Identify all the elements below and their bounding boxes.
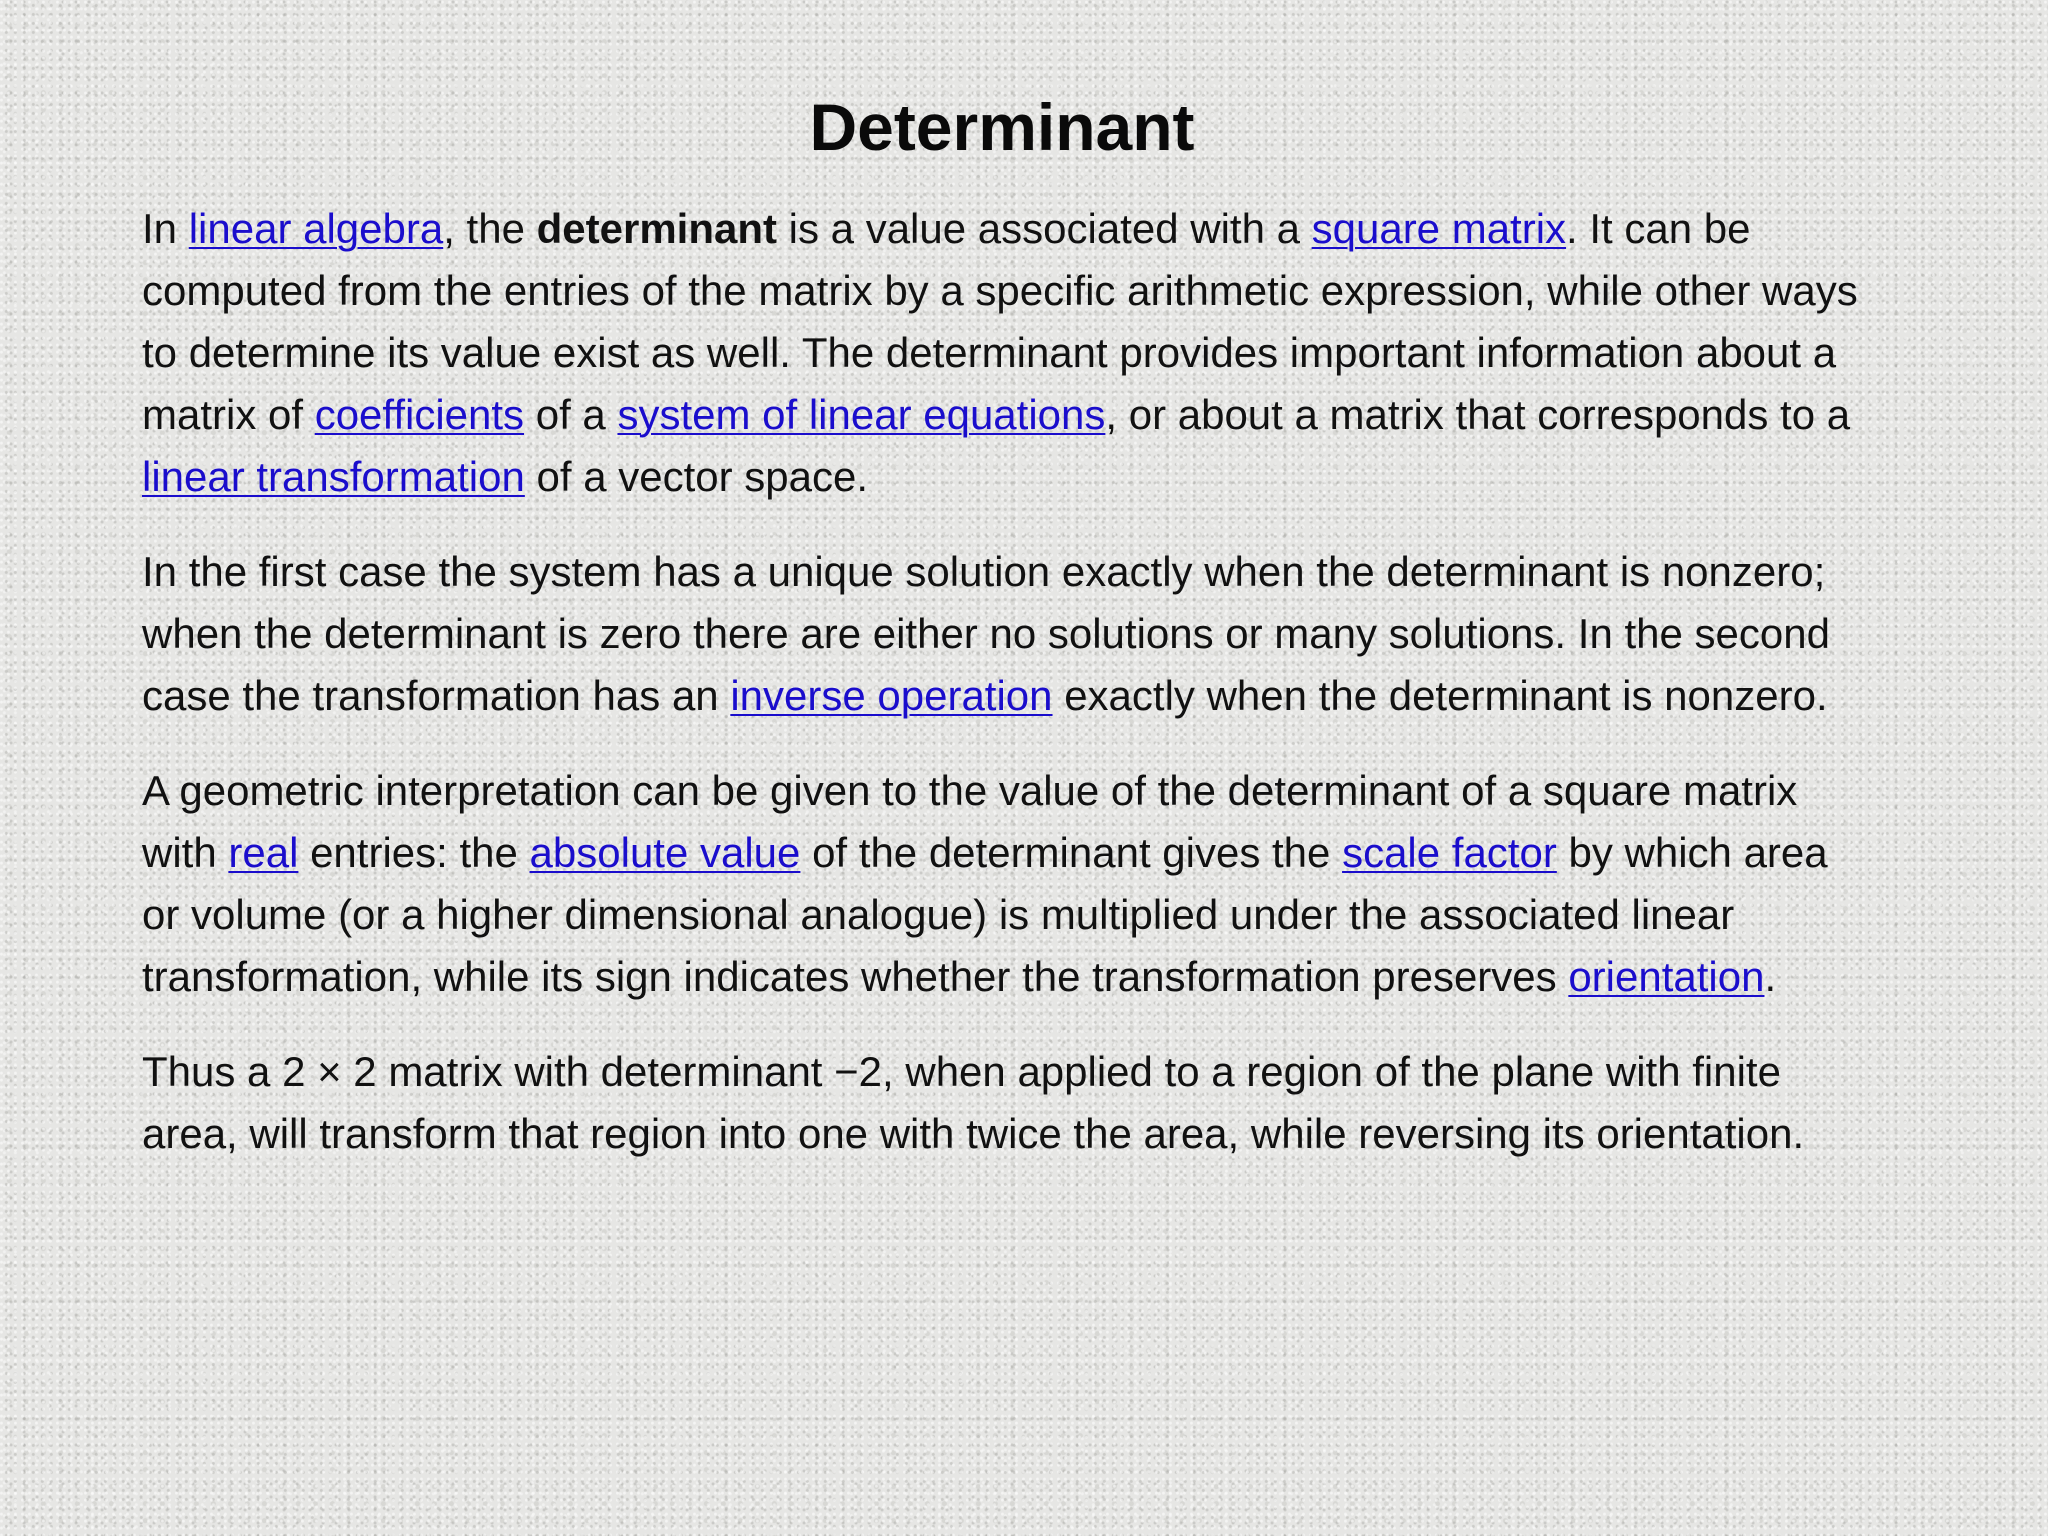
- text-run: , or about a matrix that corresponds to a: [1105, 391, 1851, 438]
- text-run: Thus a 2 × 2 matrix with determinant −2, when applied to a region of the plane with finite area, will transform that region into one with twice the area, while reversing its orientation.: [142, 1048, 1805, 1157]
- link-linear-transformation[interactable]: linear transformation: [142, 453, 525, 500]
- link-coefficients[interactable]: coefficients: [314, 391, 525, 438]
- link-scale-factor[interactable]: scale factor: [1342, 829, 1557, 876]
- term-determinant: determinant: [536, 205, 777, 252]
- link-orientation[interactable]: orientation: [1568, 953, 1765, 1000]
- text-run: exactly when the determinant is nonzero.: [1052, 672, 1828, 719]
- paragraph-example: [142, 1041, 1862, 1165]
- link-absolute-value[interactable]: absolute value: [529, 829, 801, 876]
- text-run: of a: [524, 391, 618, 438]
- paragraph-geometric-interpretation: [142, 760, 1862, 1008]
- text-run: A geometric interpretation can be given to the value of the determinant of a square matrix with: [142, 767, 1798, 876]
- text-run: by which area or volume (or a higher dimensional analogue) is multiplied under the associated linear transformation, while its sign indicates whether the transformation preserves: [142, 829, 1828, 1000]
- text-run: .: [1764, 953, 1777, 1000]
- link-system-of-linear-equations[interactable]: system of linear equations: [617, 391, 1106, 438]
- text-run: entries: the: [298, 829, 530, 876]
- text-run: In the first case the system has a unique solution exactly when the determinant is nonzero; when the determinant is zero there are either no solutions or many solutions. In the second case the transformation has an: [142, 548, 1830, 719]
- slide-body: [142, 198, 1862, 1198]
- link-inverse-operation[interactable]: inverse operation: [730, 672, 1053, 719]
- text-run: In: [142, 205, 189, 252]
- text-run: of a vector space.: [524, 453, 869, 500]
- page-title: Determinant: [809, 90, 1195, 164]
- text-run: . It can be computed from the entries of the matrix by a specific arithmetic expression, while other ways to determine its value exist as well. The determinant provides important information about a matrix of: [142, 205, 1858, 438]
- link-real[interactable]: real: [228, 829, 299, 876]
- paragraph-definition: [142, 198, 1862, 508]
- paragraph-cases: [142, 541, 1862, 727]
- link-square-matrix[interactable]: square matrix: [1311, 205, 1567, 252]
- link-linear-algebra[interactable]: linear algebra: [188, 205, 444, 252]
- text-run: of the determinant gives the: [800, 829, 1343, 876]
- text-run: , the: [443, 205, 537, 252]
- text-run: is a value associated with a: [777, 205, 1312, 252]
